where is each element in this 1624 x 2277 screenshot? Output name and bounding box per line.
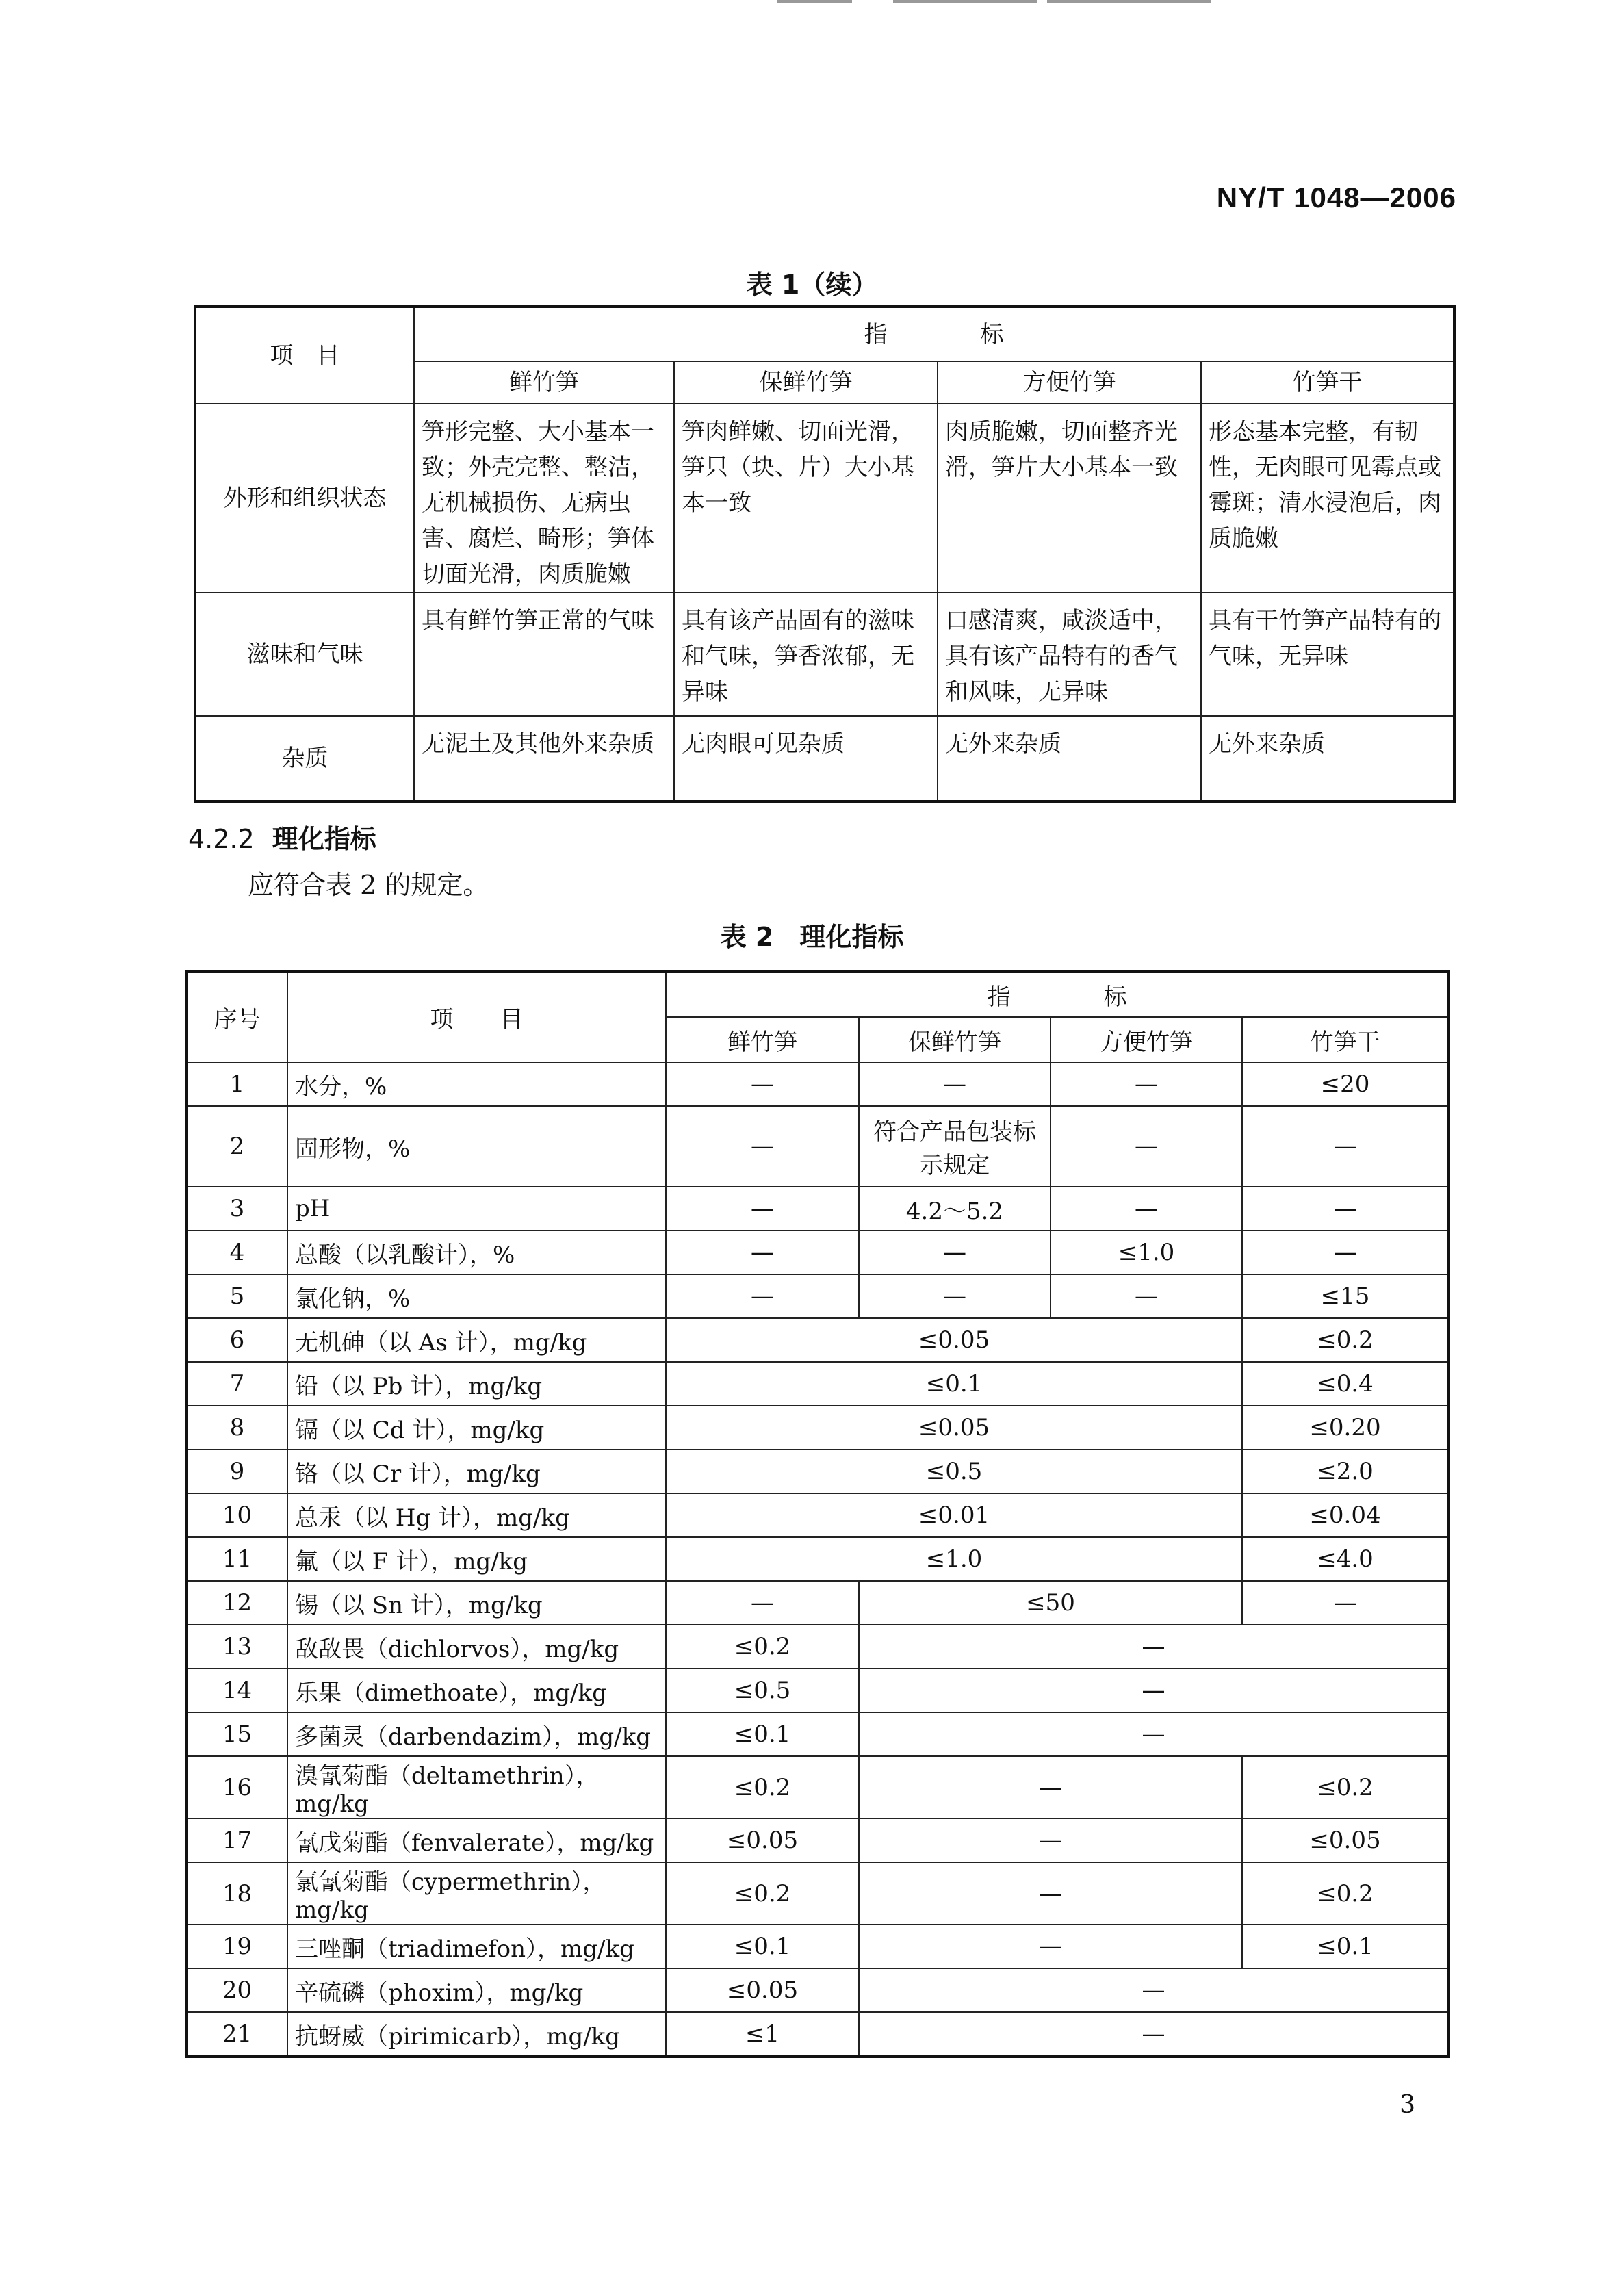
table2-cell: ≤0.05 <box>666 1818 859 1862</box>
table2-header-no: 序号 <box>186 972 287 1062</box>
section-heading <box>188 818 376 856</box>
table1-cell: 肉质脆嫩，切面整齐光滑，笋片大小基本一致 <box>938 404 1201 593</box>
table2-row-no: 14 <box>186 1669 287 1712</box>
table2-cell: — <box>1242 1106 1449 1187</box>
table1-header-col: 保鲜竹笋 <box>674 361 938 404</box>
table2-row-item: 乐果（dimethoate），mg/kg <box>287 1669 666 1712</box>
table2-cell: — <box>859 1756 1242 1818</box>
table2-row-no: 12 <box>186 1581 287 1625</box>
table-row <box>186 1625 1449 1669</box>
table-row <box>186 1581 1449 1625</box>
table1-cell: 口感清爽，咸淡适中，具有该产品特有的香气和风味，无异味 <box>938 593 1201 716</box>
table1-cell: 无外来杂质 <box>938 716 1201 801</box>
table2-row-item: 总酸（以乳酸计），% <box>287 1231 666 1274</box>
table2-row-no: 5 <box>186 1274 287 1318</box>
table2-header-col: 鲜竹笋 <box>666 1017 859 1062</box>
table2-cell: ≤0.2 <box>666 1756 859 1818</box>
table2-cell: ≤1.0 <box>1051 1231 1242 1274</box>
table2-row-item: 多菌灵（darbendazim），mg/kg <box>287 1712 666 1756</box>
table1-row-item: 滋味和气味 <box>195 593 414 716</box>
table2-row-item: 氟（以 F 计），mg/kg <box>287 1537 666 1581</box>
table2-cell: ≤0.2 <box>666 1625 859 1669</box>
table-row <box>186 1968 1449 2012</box>
table2-body <box>186 1062 1449 2057</box>
table2-row-item: 氯化钠，% <box>287 1274 666 1318</box>
table2-row-item: 敌敌畏（dichlorvos），mg/kg <box>287 1625 666 1669</box>
table2-cell: — <box>1242 1231 1449 1274</box>
table2-cell: ≤0.20 <box>1242 1406 1449 1450</box>
table2-cell: — <box>859 1274 1051 1318</box>
table1-caption: 表 1（续） <box>746 270 878 300</box>
table2-cell: 4.2～5.2 <box>859 1187 1051 1231</box>
table2-cell: ≤0.4 <box>1242 1362 1449 1406</box>
standard-code: NY/T 1048—2006 <box>1216 181 1456 214</box>
table2-row-item: 固形物，% <box>287 1106 666 1187</box>
table2-cell: ≤50 <box>859 1581 1242 1625</box>
table-row <box>186 1106 1449 1187</box>
table2-cell: ≤0.2 <box>1242 1318 1449 1362</box>
table2-row-item: 氯氰菊酯（cypermethrin），mg/kg <box>287 1862 666 1925</box>
top-scan-line <box>893 0 1037 3</box>
table-row <box>195 716 1454 801</box>
table2-row-no: 21 <box>186 2012 287 2057</box>
table2-cell: — <box>1051 1187 1242 1231</box>
table2-row-no: 9 <box>186 1450 287 1493</box>
table2-row-no: 2 <box>186 1106 287 1187</box>
table-row <box>186 1818 1449 1862</box>
table2-cell: — <box>666 1062 859 1106</box>
table1-cell: 无肉眼可见杂质 <box>674 716 938 801</box>
table2-row-no: 19 <box>186 1925 287 1968</box>
table2-row-no: 3 <box>186 1187 287 1231</box>
table1-header-item: 项 目 <box>195 307 414 404</box>
table2-cell: — <box>859 1925 1242 1968</box>
table-row <box>186 1493 1449 1537</box>
table2-cell: ≤0.05 <box>666 1968 859 2012</box>
table2-cell: ≤0.1 <box>666 1362 1242 1406</box>
table-row <box>186 1062 1449 1106</box>
table2-cell: — <box>666 1231 859 1274</box>
table1-row-item: 杂质 <box>195 716 414 801</box>
table2-cell: ≤0.05 <box>1242 1818 1449 1862</box>
table2-caption: 表 2 理化指标 <box>720 922 904 952</box>
table1-cell: 无泥土及其他外来杂质 <box>414 716 674 801</box>
table2-header-col: 方便竹笋 <box>1051 1017 1242 1062</box>
table2-cell: ≤4.0 <box>1242 1537 1449 1581</box>
table1-header-col: 鲜竹笋 <box>414 361 674 404</box>
table2-row-item: 水分，% <box>287 1062 666 1106</box>
table-row <box>186 1274 1449 1318</box>
table2-cell: ≤0.1 <box>1242 1925 1449 1968</box>
table2-row-item: 镉（以 Cd 计），mg/kg <box>287 1406 666 1450</box>
table2-cell: ≤1 <box>666 2012 859 2057</box>
table2-cell: ≤2.0 <box>1242 1450 1449 1493</box>
table2-row-no: 13 <box>186 1625 287 1669</box>
table-row <box>186 1925 1449 1968</box>
table1-cell: 具有干竹笋产品特有的气味，无异味 <box>1201 593 1454 716</box>
table2-row-item: 无机砷（以 As 计），mg/kg <box>287 1318 666 1362</box>
table2-row-no: 6 <box>186 1318 287 1362</box>
table2-cell: — <box>859 1712 1449 1756</box>
table2-cell: ≤0.1 <box>666 1712 859 1756</box>
table2-row-item: 锡（以 Sn 计），mg/kg <box>287 1581 666 1625</box>
table1-cell: 形态基本完整，有韧性，无肉眼可见霉点或霉斑；清水浸泡后，肉质脆嫩 <box>1201 404 1454 593</box>
table-row <box>186 1362 1449 1406</box>
table2-row-item: 铬（以 Cr 计），mg/kg <box>287 1450 666 1493</box>
table2-cell: ≤0.2 <box>666 1862 859 1925</box>
table2-header-col: 竹笋干 <box>1242 1017 1449 1062</box>
table-row <box>186 1450 1449 1493</box>
table2-cell: ≤0.5 <box>666 1669 859 1712</box>
table1-cell: 具有鲜竹笋正常的气味 <box>414 593 674 716</box>
table2-row-no: 10 <box>186 1493 287 1537</box>
table2-cell: — <box>666 1106 859 1187</box>
table2-row-item: 抗蚜威（pirimicarb），mg/kg <box>287 2012 666 2057</box>
table2-cell: — <box>1242 1187 1449 1231</box>
table1-cell: 笋肉鲜嫩、切面光滑，笋只（块、片）大小基本一致 <box>674 404 938 593</box>
table2-cell: — <box>859 1625 1449 1669</box>
section-text: 应符合表 2 的规定。 <box>248 870 489 900</box>
table-row <box>186 1406 1449 1450</box>
table1-header-group: 指 标 <box>414 307 1454 361</box>
table2-cell: ≤0.2 <box>1242 1756 1449 1818</box>
section-number: 4.2.2 <box>188 824 255 854</box>
table2-cell: — <box>666 1581 859 1625</box>
table2-header-col: 保鲜竹笋 <box>859 1017 1051 1062</box>
table2-cell: — <box>859 2012 1449 2057</box>
table2-cell: — <box>1051 1274 1242 1318</box>
table-row <box>186 1756 1449 1818</box>
table2-row-no: 11 <box>186 1537 287 1581</box>
table-row <box>186 1669 1449 1712</box>
table1-cell: 无外来杂质 <box>1201 716 1454 801</box>
table1-row-item: 外形和组织状态 <box>195 404 414 593</box>
table2-row-no: 4 <box>186 1231 287 1274</box>
table-row <box>195 593 1454 716</box>
table2-row-no: 1 <box>186 1062 287 1106</box>
table2-row-item: 辛硫磷（phoxim），mg/kg <box>287 1968 666 2012</box>
table2-cell: 符合产品包装标示规定 <box>859 1106 1051 1187</box>
table2-row-item: 铅（以 Pb 计），mg/kg <box>287 1362 666 1406</box>
table-row <box>186 1318 1449 1362</box>
table2-row-no: 17 <box>186 1818 287 1862</box>
table2-row-no: 16 <box>186 1756 287 1818</box>
table1-header-col: 方便竹笋 <box>938 361 1201 404</box>
top-scan-line <box>777 0 852 3</box>
table-row <box>186 2012 1449 2057</box>
table2-cell: ≤0.05 <box>666 1406 1242 1450</box>
table2-cell: ≤0.01 <box>666 1493 1242 1537</box>
table2-cell: — <box>859 1862 1242 1925</box>
table1-cell: 具有该产品固有的滋味和气味，笋香浓郁，无异味 <box>674 593 938 716</box>
table1-cell: 笋形完整、大小基本一致；外壳完整、整洁，无机械损伤、无病虫害、腐烂、畸形；笋体切面光滑，肉质脆嫩 <box>414 404 674 593</box>
table2-cell: — <box>666 1187 859 1231</box>
table2-header-item: 项 目 <box>287 972 666 1062</box>
table1-header-col: 竹笋干 <box>1201 361 1454 404</box>
table2-cell: ≤20 <box>1242 1062 1449 1106</box>
page-number: 3 <box>1400 2091 1415 2119</box>
table2-cell: ≤0.04 <box>1242 1493 1449 1537</box>
table2-cell: ≤0.05 <box>666 1318 1242 1362</box>
table-row <box>186 1231 1449 1274</box>
top-scan-line <box>1047 0 1211 3</box>
table2-row-item: pH <box>287 1187 666 1231</box>
table2 <box>185 970 1450 2058</box>
table2-cell: ≤0.2 <box>1242 1862 1449 1925</box>
section-title: 理化指标 <box>272 824 376 854</box>
table-row <box>186 1712 1449 1756</box>
table-row <box>186 1187 1449 1231</box>
table2-header-group: 指 标 <box>666 972 1449 1017</box>
table2-row-no: 18 <box>186 1862 287 1925</box>
table2-cell: — <box>859 1062 1051 1106</box>
table2-cell: — <box>1051 1106 1242 1187</box>
table2-cell: — <box>859 1818 1242 1862</box>
table2-cell: — <box>666 1274 859 1318</box>
table2-cell: ≤0.5 <box>666 1450 1242 1493</box>
table-row <box>195 404 1454 593</box>
table2-cell: — <box>1242 1581 1449 1625</box>
table-row <box>186 1537 1449 1581</box>
table2-cell: ≤0.1 <box>666 1925 859 1968</box>
table2-row-no: 15 <box>186 1712 287 1756</box>
table2-row-no: 8 <box>186 1406 287 1450</box>
table-row <box>186 1862 1449 1925</box>
table2-cell: ≤1.0 <box>666 1537 1242 1581</box>
table2-cell: — <box>859 1968 1449 2012</box>
table2-cell: — <box>859 1231 1051 1274</box>
table2-row-no: 20 <box>186 1968 287 2012</box>
table2-row-no: 7 <box>186 1362 287 1406</box>
table2-row-item: 三唑酮（triadimefon），mg/kg <box>287 1925 666 1968</box>
table2-cell: ≤15 <box>1242 1274 1449 1318</box>
table2-cell: — <box>859 1669 1449 1712</box>
table2-row-item: 氰戊菊酯（fenvalerate），mg/kg <box>287 1818 666 1862</box>
table2-row-item: 总汞（以 Hg 计），mg/kg <box>287 1493 666 1537</box>
table2-cell: — <box>1051 1062 1242 1106</box>
table2-row-item: 溴氰菊酯（deltamethrin），mg/kg <box>287 1756 666 1818</box>
table1 <box>194 305 1456 803</box>
